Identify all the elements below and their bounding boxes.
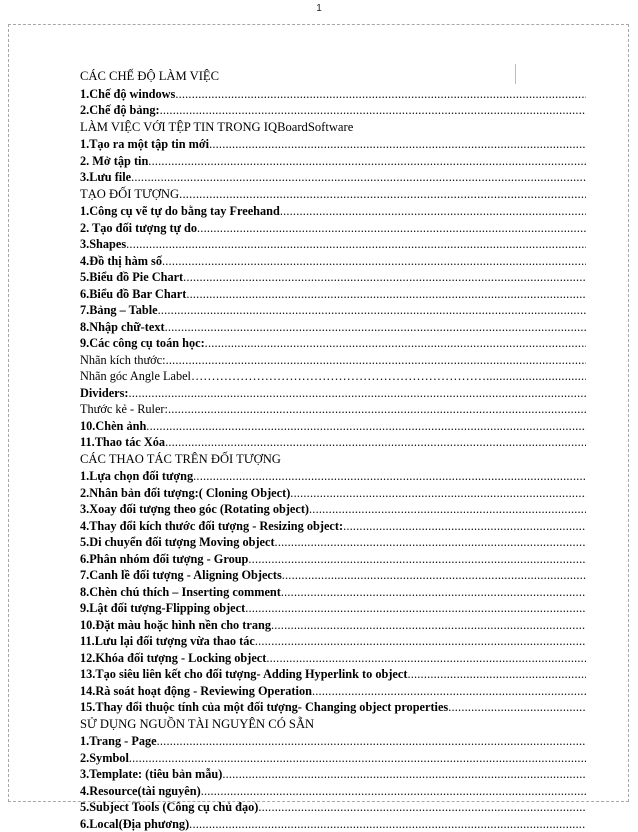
toc-entry[interactable]	[80, 368, 586, 385]
toc-entry-label: 3.Shapes	[80, 236, 126, 253]
dot-leader	[209, 136, 586, 153]
toc-entry[interactable]	[80, 86, 586, 103]
toc-entry[interactable]	[80, 269, 586, 286]
toc-entry[interactable]	[80, 699, 586, 716]
toc-entry[interactable]	[80, 253, 586, 270]
dot-leader	[222, 766, 586, 783]
toc-entry[interactable]	[80, 501, 586, 518]
toc-entry-label: 4.Đồ thị hàm số	[80, 253, 162, 270]
dot-leader	[131, 169, 586, 186]
toc-entry-label: 10.Đặt màu hoặc hình nền cho trang	[80, 617, 271, 634]
dot-leader	[162, 253, 586, 270]
toc-entry-label: 1.Trang - Page	[80, 733, 157, 750]
toc-entry-label: 1.Tạo ra một tập tin mới	[80, 136, 209, 153]
toc-entry-label: 5.Di chuyển đối tượng Moving object	[80, 534, 275, 551]
toc-section-heading[interactable]	[80, 186, 586, 204]
toc-entry[interactable]	[80, 485, 586, 502]
toc-entry[interactable]	[80, 401, 586, 418]
dot-leader	[280, 203, 586, 220]
dot-leader	[290, 485, 586, 502]
toc-entry-label: 2. Tạo đối tượng tự do	[80, 220, 197, 237]
toc-entry-label: 6.Phân nhóm đối tượng - Group	[80, 551, 248, 568]
toc-entry[interactable]	[80, 236, 586, 253]
toc-entry-label: 11.Thao tác Xóa	[80, 434, 165, 451]
toc-entry[interactable]	[80, 534, 586, 551]
dot-leader	[271, 617, 586, 634]
toc-entry[interactable]	[80, 584, 586, 601]
dot-leader	[160, 102, 586, 119]
toc-entry-label: 9.Các công cụ toán học:	[80, 335, 205, 352]
toc-entry-label: Thước kẻ - Ruler:	[80, 401, 168, 418]
dot-leader	[486, 368, 586, 385]
dot-leader	[168, 401, 586, 418]
dot-leader	[179, 186, 586, 204]
dot-leader	[281, 584, 586, 601]
toc-entry-label: 9.Lật đối tượng-Flipping object	[80, 600, 245, 617]
toc-entry[interactable]	[80, 169, 586, 186]
dot-leader	[258, 799, 586, 816]
dot-leader	[309, 501, 586, 518]
dot-leader	[266, 650, 586, 667]
toc-entry[interactable]	[80, 468, 586, 485]
dot-leader	[126, 236, 586, 253]
toc-entry-label: 3.Template: (tiêu bản mẫu)	[80, 766, 222, 783]
toc-entry[interactable]	[80, 600, 586, 617]
toc-entry-label: 4.Thay đổi kích thước đối tượng - Resizing object:	[80, 518, 343, 535]
dot-leader	[201, 783, 586, 800]
dot-leader	[165, 434, 586, 451]
toc-entry[interactable]	[80, 816, 586, 832]
dot-leader	[148, 153, 586, 170]
toc-entry[interactable]	[80, 319, 586, 336]
toc-entry[interactable]	[80, 335, 586, 352]
toc-entry-label: LÀM VIỆC VỚI TỆP TIN TRONG IQBoardSoftware	[80, 119, 353, 137]
dot-leader	[158, 302, 586, 319]
dot-leader	[255, 633, 586, 650]
toc-entry[interactable]	[80, 203, 586, 220]
toc-entry-label: 2. Mở tập tin	[80, 153, 148, 170]
dot-leader	[197, 220, 586, 237]
dot-leader	[248, 551, 586, 568]
dot-leader	[282, 567, 586, 584]
dot-leader	[175, 86, 586, 103]
toc-entry[interactable]	[80, 633, 586, 650]
toc-section-heading[interactable]	[80, 119, 586, 137]
toc-entry[interactable]	[80, 286, 586, 303]
toc-entry-label: 5.Biểu đồ Pie Chart	[80, 269, 183, 286]
dot-leader	[186, 286, 586, 303]
toc-entry-label: Nhãn góc Angle Label………………………………………………………………	[80, 368, 486, 385]
toc-entry-label: Dividers:	[80, 385, 129, 402]
toc-entry[interactable]	[80, 418, 586, 435]
toc-entry-label: 8.Chèn chú thích – Inserting comment	[80, 584, 281, 601]
toc-entry[interactable]	[80, 766, 586, 783]
dot-leader	[183, 269, 586, 286]
toc-entry-label: 15.Thay đổi thuộc tính của một đối tượng- Changing object properties	[80, 699, 448, 716]
toc-entry-label: 2.Symbol	[80, 750, 129, 767]
toc-entry-label: SỬ DỤNG NGUỒN TÀI NGUYÊN CÓ SẴN	[80, 716, 314, 734]
toc-entry-label: TẠO ĐỐI TƯỢNG	[80, 186, 179, 204]
page-number: 1	[0, 3, 638, 14]
dot-leader	[146, 418, 586, 435]
toc-entry[interactable]	[80, 750, 586, 767]
toc-entry-label: 4.Resource(tài nguyên)	[80, 783, 201, 800]
table-of-contents	[80, 68, 586, 832]
toc-entry[interactable]	[80, 650, 586, 667]
toc-section-heading[interactable]	[80, 451, 586, 469]
dot-leader	[157, 733, 586, 750]
toc-entry[interactable]	[80, 799, 586, 816]
toc-entry-label: CÁC THAO TÁC TRÊN ĐỐI TƯỢNG	[80, 451, 281, 469]
toc-entry-label: 5.Subject Tools (Công cụ chủ đạo)	[80, 799, 258, 816]
toc-entry-label: 2.Chế độ bảng:	[80, 102, 160, 119]
toc-entry[interactable]	[80, 434, 586, 451]
toc-entry-label: 2.Nhân bản đối tượng:( Cloning Object)	[80, 485, 290, 502]
dot-leader	[275, 534, 586, 551]
toc-entry-label: 1.Lựa chọn đối tượng	[80, 468, 193, 485]
toc-entry-label: 3.Lưu file	[80, 169, 131, 186]
toc-entry[interactable]	[80, 302, 586, 319]
dot-leader	[205, 335, 586, 352]
toc-entry-label: 10.Chèn ảnh	[80, 418, 146, 435]
toc-entry[interactable]	[80, 666, 586, 683]
dot-leader	[245, 600, 586, 617]
toc-entry-label: 7.Canh lề đối tượng - Aligning Objects	[80, 567, 282, 584]
toc-entry-label: 7.Bảng – Table	[80, 302, 158, 319]
dot-leader	[312, 683, 586, 700]
toc-entry-label: 11.Lưu lại đối tượng vừa thao tác	[80, 633, 255, 650]
toc-entry[interactable]	[80, 733, 586, 750]
toc-section-heading[interactable]	[80, 716, 586, 734]
toc-entry-label: 8.Nhập chữ-text	[80, 319, 165, 336]
dot-leader	[165, 319, 586, 336]
toc-entry-label: 6.Local(Địa phương)	[80, 816, 189, 832]
dot-leader	[129, 750, 586, 767]
toc-entry-label: 1.Chế độ windows	[80, 86, 175, 103]
toc-entry-label: 14.Rà soát hoạt động - Reviewing Operation	[80, 683, 312, 700]
toc-entry[interactable]	[80, 783, 586, 800]
toc-entry[interactable]	[80, 518, 586, 535]
dot-leader	[189, 816, 586, 832]
toc-entry-label: 13.Tạo siêu liên kết cho đối tượng- Adding Hyperlink to object	[80, 666, 407, 683]
toc-entry[interactable]	[80, 153, 586, 170]
toc-entry-label: 1.Công cụ vẽ tự do bằng tay Freehand	[80, 203, 280, 220]
dot-leader	[448, 699, 586, 716]
toc-section-heading[interactable]	[80, 68, 586, 86]
toc-entry-label: 12.Khóa đối tượng - Locking object	[80, 650, 266, 667]
toc-entry[interactable]	[80, 683, 586, 700]
toc-entry[interactable]	[80, 567, 586, 584]
toc-entry-label: CÁC CHẾ ĐỘ LÀM VIỆC	[80, 68, 219, 86]
dot-leader	[343, 518, 586, 535]
toc-entry[interactable]	[80, 385, 586, 402]
dot-leader	[407, 666, 586, 683]
toc-entry-label: 3.Xoay đối tượng theo góc (Rotating object)	[80, 501, 309, 518]
dot-leader	[193, 468, 586, 485]
toc-entry[interactable]	[80, 220, 586, 237]
toc-entry-label: 6.Biểu đồ Bar Chart	[80, 286, 186, 303]
toc-entry[interactable]	[80, 617, 586, 634]
dot-leader	[166, 352, 586, 369]
toc-entry[interactable]	[80, 102, 586, 119]
toc-entry-label: Nhãn kích thước:	[80, 352, 166, 369]
dot-leader	[129, 385, 587, 402]
toc-entry[interactable]	[80, 551, 586, 568]
toc-entry[interactable]	[80, 136, 586, 153]
toc-entry[interactable]	[80, 352, 586, 369]
